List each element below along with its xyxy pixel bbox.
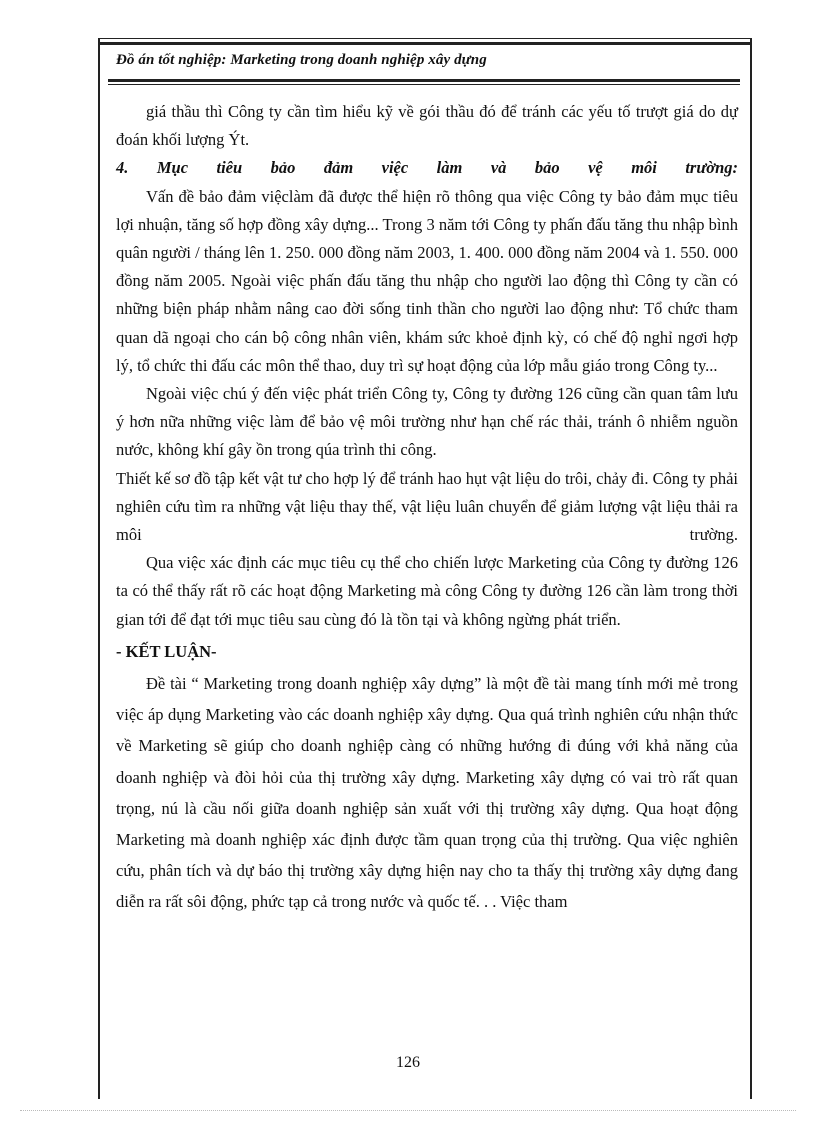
paragraph-environment: Ngoài việc chú ý đến việc phát triển Công ty, Công ty đường 126 cũng cần quan tâm lưu ý hơn nữa những việc làm để bảo vệ môi trường như hạn chế rác thải, tránh ô nhiễm nguồn nước, không khí gây ồn trong qúa trình thi công. xyxy=(116,384,738,460)
conclusion-title: - KẾT LUẬN- xyxy=(116,641,217,661)
paragraph-conclusion: Đề tài “ Marketing trong doanh nghiệp xây dựng” là một đề tài mang tính mới mẻ trong việc áp dụng Marketing vào các doanh nghiệp xây dựng. Qua quá trình nghiên cứu nhận thức về Marketing sẽ giúp cho doanh nghiệp càng có những hướng đi đúng với khả năng của doanh nghiệp và đòi hỏi của thị trường xây dựng. Marketing xây dựng có vai trò rất quan trọng, nú là cầu nối giữa doanh nghiệp sản xuất với thị trường xây dựng. Qua hoạt động Marketing mà doanh nghiệp xác định được tầm quan trọng của thị trường. Qua việc nghiên cứu, phân tích và dự báo thị trường xây dựng hiện nay cho ta thấy thị trường xây dựng đang diễn ra rất sôi động, phức tạp cả trong nước và quốc tế. . . Việc tham xyxy=(116,674,738,912)
section-heading-4: 4. Mục tiêu bảo đảm việc làm và bảo vệ môi trường: xyxy=(116,158,738,178)
document-body xyxy=(116,98,738,918)
header-rule-thin xyxy=(108,84,740,85)
page-border-inner-line xyxy=(100,42,750,45)
page-number: 126 xyxy=(396,1054,420,1071)
header-rule-thick xyxy=(108,79,740,82)
paragraph-continuation: giá thầu thì Công ty cần tìm hiểu kỹ về gói thầu đó để tránh các yếu tố trượt giá do dự đoán khối lượng Ýt. xyxy=(116,102,738,150)
document-header-title: Đồ án tốt nghiệp: Marketing trong doanh nghiệp xây dựng xyxy=(116,52,487,68)
paragraph-summary: Qua việc xác định các mục tiêu cụ thể cho chiến lược Marketing của Công ty đường 126 ta có thể thấy rất rõ các hoạt động Marketing mà công Công ty đường 126 cần làm trong thời gian tới để đạt tới mục tiêu sau cùng đó là tồn tại và không ngừng phát triển. xyxy=(116,553,738,629)
paragraph-materials: Thiết kế sơ đồ tập kết vật tư cho hợp lý để tránh hao hụt vật liệu do trôi, chảy đi. Công ty phải nghiên cứu tìm ra những vật liệu thay thế, vật liệu luân chuyển để giảm lượng vật liệu thải ra môi trường. xyxy=(116,468,738,545)
page-bottom-edge xyxy=(20,1110,796,1111)
paragraph-employment: Vấn đề bảo đảm việclàm đã được thể hiện rõ thông qua việc Công ty bảo đảm mục tiêu lợi nhuận, tăng số hợp đồng xây dựng... Trong 3 năm tới Công ty phấn đấu tăng thu nhập bình quân người / tháng lên 1. 250. 000 đồng năm 2003, 1. 400. 000 đồng năm 2004 và 1. 550. 000 đồng năm 2005. Ngoài việc phấn đấu tăng thu nhập cho người lao động thì Công ty cần có những biện pháp nhằm nâng cao đời sống tinh thần cho người lao động như: Tổ chức tham quan dã ngoại cho cán bộ công nhân viên, khám sức khoẻ định kỳ, có chế độ nghỉ ngơi hợp lý, tổ chức thi đấu các môn thể thao, duy trì sự hoạt động của lớp mẫu giáo trong Công ty... xyxy=(116,186,738,375)
